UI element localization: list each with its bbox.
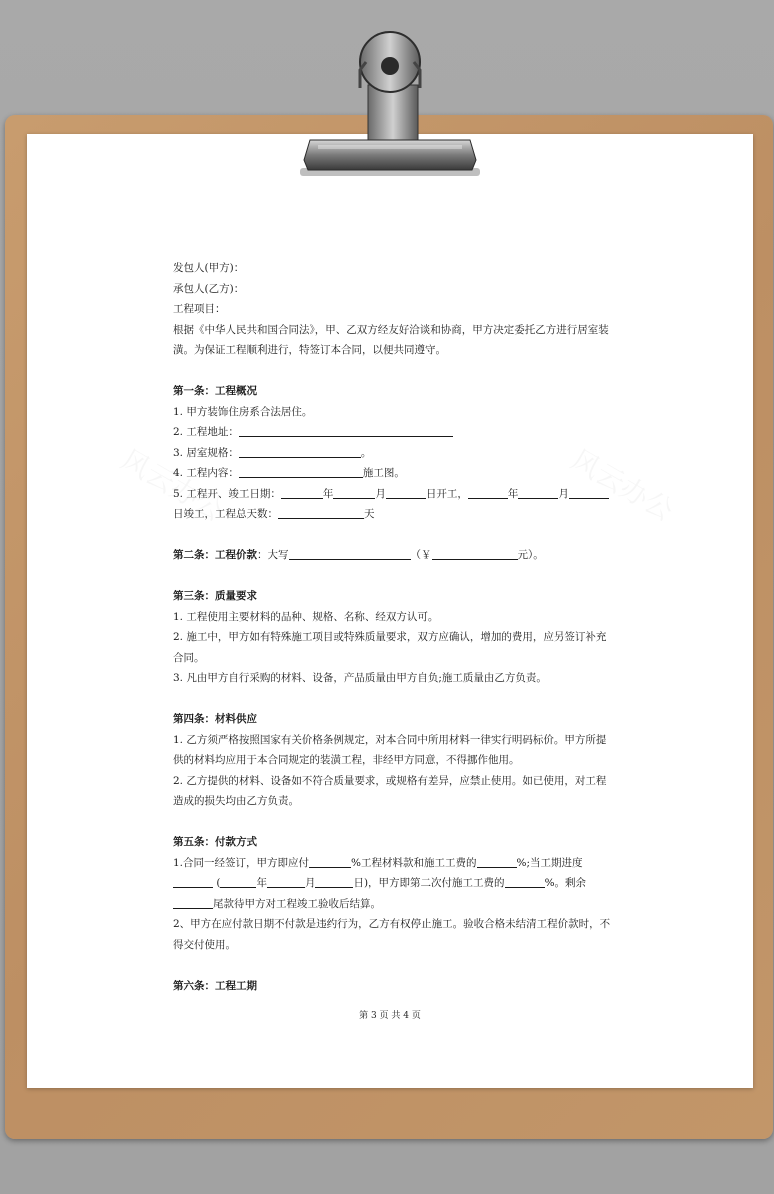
art5-item-2-cont: 得交付使用。 [173,938,236,951]
blank-field[interactable] [289,546,411,560]
blank-field[interactable] [220,874,256,888]
article-4-title: 第四条：材料供应 [173,713,257,725]
art1-item-4: 4. 工程内容： 施工图。 [173,463,603,484]
intro-line-1: 根据《中华人民共和国合同法》，甲、乙双方经友好洽谈和协商，甲方决定委托乙方进行居室装 [173,323,609,336]
blank-field[interactable] [281,485,323,499]
blank-field[interactable] [315,874,353,888]
art4-item-1: 1. 乙方须严格按照国家有关价格条例规定，对本合同中所用材料一律实行明码标价。甲方所提 [173,733,607,746]
blank-field[interactable] [267,874,305,888]
blank-field[interactable] [505,874,545,888]
art5-item-1: 1.合同一经签订，甲方即应付 %工程材料款和施工工费的 %;当工期进度 [173,853,603,874]
party-b-line: 承包人(乙方)： [173,282,245,295]
contract-body [173,258,611,996]
party-a-line: 发包人(甲方)： [173,262,245,274]
art5-item-2: 2、甲方在应付款日期不付款是违约行为，乙方有权停止施工。验收合格未结清工程价款时，不 [173,918,611,930]
art1-item-2: 2. 工程地址： [173,422,603,443]
article-5-title: 第五条：付款方式 [173,836,257,848]
blank-field[interactable] [173,895,213,909]
art1-item-3: 3. 居室规格： 。 [173,443,603,464]
art4-item-2: 2. 乙方提供的材料、设备如不符合质量要求，或规格有差异，应禁止使用。如已使用，对工程 [173,774,607,787]
blank-field[interactable] [173,874,213,888]
intro-line-2: 潢。为保证工程顺利进行，特签订本合同，以便共同遵守。 [173,344,446,356]
project-line: 工程项目： [173,303,226,315]
art1-item-5: 5. 工程开、竣工日期： 年 月 日开工， 年 月 [173,484,603,505]
blank-field[interactable] [432,546,518,560]
art5-item-1-cont2: 尾款待甲方对工程竣工验收后结算。 [173,894,603,915]
page-number: 第 3 页 共 4 页 [359,1011,421,1021]
art3-item-1: 1. 工程使用主要材料的品种、规格、名称、经双方认可。 [173,610,439,623]
art1-item-1: 1. 甲方装饰住房系合法居住。 [173,405,313,418]
blank-field[interactable] [468,485,508,499]
blank-field[interactable] [518,485,558,499]
blank-field[interactable] [333,485,375,499]
art4-item-1-cont: 供的材料均应用于本合同规定的装潢工程，非经甲方同意，不得挪作他用。 [173,754,520,766]
blank-field[interactable] [239,444,361,458]
blank-field[interactable] [278,505,364,519]
art3-item-3: 3. 凡由甲方自行采购的材料、设备，产品质量由甲方自负;施工质量由乙方负责。 [173,672,547,684]
art4-item-2-cont: 造成的损失均由乙方负责。 [173,795,299,807]
art3-item-2: 2. 施工中，甲方如有特殊施工项目或特殊质量要求，双方应确认，增加的费用，应另签订补充 [173,631,607,643]
article-3-title: 第三条：质量要求 [173,590,257,602]
blank-field[interactable] [569,485,609,499]
blank-field[interactable] [386,485,426,499]
article-6-title: 第六条：工程工期 [173,979,257,992]
art1-item-5-cont: 日竣工，工程总天数： 天 [173,504,603,525]
blank-field[interactable] [309,854,351,868]
article-1-title: 第一条：工程概况 [173,385,257,397]
article-2: 第二条：工程价款：大写 （￥ 元）。 [173,545,603,566]
art3-item-2-cont: 合同。 [173,651,205,664]
blank-field[interactable] [239,423,453,437]
art5-item-1-cont: ( 年 月 日)，甲方即第二次付施工工费的 %。剩余 [173,873,603,894]
blank-field[interactable] [477,854,517,868]
blank-field[interactable] [239,464,363,478]
